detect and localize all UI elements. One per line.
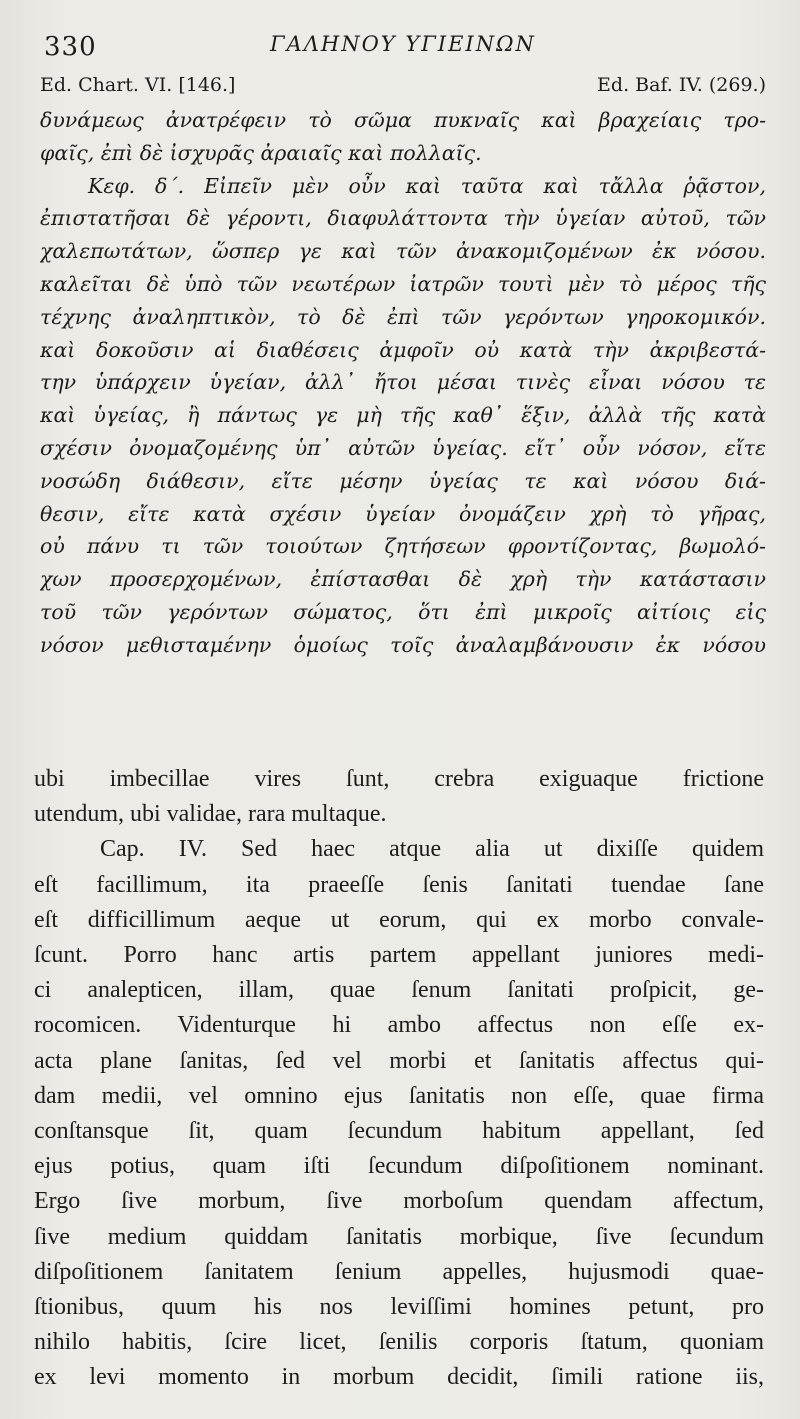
edition-reference-basel: Ed. Baf. IV. (269.) — [597, 74, 766, 96]
greek-text-line: νοσώδη διάθεσιν, εἴτε μέσην ὑγείας τε καὶ νόσου διά- — [40, 468, 766, 493]
greek-text-line: χαλεπωτάτων, ὥσπερ γε καὶ τῶν ἀνακομιζομένων ἐκ νόσου. — [40, 239, 766, 264]
latin-text-line: ſtionibus, quum his nos leviſſimi homines petunt, pro — [34, 1294, 764, 1321]
latin-text-line: ſcunt. Porro hanc artis partem appellant juniores medi- — [34, 942, 764, 969]
page-number: 330 — [44, 32, 97, 62]
latin-text-line: rocomicen. Videnturque hi ambo affectus non eſſe ex- — [34, 1012, 764, 1039]
latin-text-line: ſive medium quiddam ſanitatis morbique, ſive ſecundum — [34, 1223, 764, 1250]
edition-reference-chartier: Ed. Chart. VI. [146.] — [40, 74, 236, 96]
greek-text-line: νόσον μεθισταμένην ὁμοίως τοῖς ἀναλαμβάνουσιν ἐκ νόσου — [40, 632, 766, 657]
greek-text-line: καὶ δοκοῦσιν αἱ διαθέσεις ἀμφοῖν οὐ κατὰ τὴν ἀκριβεστά- — [40, 337, 766, 362]
latin-text-line: Ergo ſive morbum, ſive morboſum quendam affectum, — [34, 1188, 764, 1215]
page-header — [40, 28, 770, 68]
latin-text-line: ci analepticen, illam, quae ſenum ſanitati proſpicit, ge- — [34, 977, 764, 1004]
greek-text-line: την ὑπάρχειν ὑγείαν, ἀλλ᾽ ἤτοι μέσαι τινὲς εἶναι νόσου τε — [40, 370, 766, 395]
greek-text-line: τοῦ τῶν γερόντων σώματος, ὅτι ἐπὶ μικροῖς αἰτίοις εἰς — [40, 599, 766, 624]
latin-text-line: utendum, ubi validae, rara multaque. — [34, 801, 387, 828]
latin-text-line: ex levi momento in morbum decidit, ſimili ratione iis, — [34, 1364, 764, 1391]
greek-text-line: καὶ ὑγείας, ἢ πάντως γε μὴ τῆς καθ᾽ ἕξιν, ἀλλὰ τῆς κατὰ — [40, 403, 766, 428]
greek-text-line: σχέσιν ὀνομαζομένης ὑπ᾽ αὐτῶν ὑγείας. εἴτ᾽ οὖν νόσον, εἴτε — [40, 435, 766, 460]
greek-text-line: καλεῖται δὲ ὑπὸ τῶν νεωτέρων ἰατρῶν τουτὶ μὲν τὸ μέρος τῆς — [40, 271, 766, 296]
greek-text-line: τέχνης ἀναληπτικὸν, τὸ δὲ ἐπὶ τῶν γερόντων γηροκομικόν. — [40, 304, 766, 329]
latin-text-line: nihilo habitis, ſcire licet, ſenilis corporis ſtatum, quoniam — [34, 1329, 764, 1356]
latin-text-line: acta plane ſanitas, ſed vel morbi et ſanitatis affectus qui- — [34, 1047, 764, 1074]
greek-text-line: χων προσερχομένων, ἐπίστασθαι δὲ χρὴ τὴν κατάστασιν — [40, 567, 766, 592]
greek-text-line: δυνάμεως ἀνατρέφειν τὸ σῶμα πυκναῖς καὶ βραχείαις τρο- — [40, 108, 766, 132]
latin-text-line: diſpoſitionem ſanitatem ſenium appelles, hujusmodi quae- — [34, 1258, 764, 1285]
greek-text-block — [40, 104, 766, 662]
latin-text-line: ubi imbecillae vires ſunt, crebra exiguaque frictione — [34, 766, 764, 792]
greek-text-line: ἐπιστατῆσαι δὲ γέροντι, διαφυλάττοντα τὴν ὑγείαν αὐτοῦ, τῶν — [40, 206, 766, 231]
edition-reference-line — [40, 74, 766, 104]
latin-text-block — [34, 762, 764, 1396]
running-title: ΓΑΛΗΝΟΥ ΥΓΙΕΙΝΩΝ — [270, 32, 536, 56]
greek-text-line: θεσιν, εἴτε κατὰ σχέσιν ὑγείαν ὀνομάζειν χρὴ τὸ γῆρας, — [40, 501, 766, 526]
latin-text-line: ejus potius, quam iſti ſecundum diſpoſitionem nominant. — [34, 1153, 764, 1180]
greek-text-line: Κεφ. δ΄. Εἰπεῖν μὲν οὖν καὶ ταῦτα καὶ τἄλλα ῥᾷστον, — [88, 173, 766, 198]
latin-text-line: conſtansque ſit, quam ſecundum habitum appellant, ſed — [34, 1118, 764, 1145]
greek-text-line: οὐ πάνυ τι τῶν τοιούτων ζητήσεων φροντίζοντας, βωμολό- — [40, 534, 766, 559]
greek-text-line: φαῖς, ἐπὶ δὲ ἰσχυρᾶς ἀραιαῖς καὶ πολλαῖς. — [40, 140, 482, 165]
latin-text-line: eſt difficillimum aeque ut eorum, qui ex morbo convale- — [34, 906, 764, 933]
latin-text-line: dam medii, vel omnino ejus ſanitatis non eſſe, quae firma — [34, 1082, 764, 1109]
latin-text-line: eſt facillimum, ita praeeſſe ſenis ſanitati tuendae ſane — [34, 871, 764, 898]
latin-text-line: Cap. IV. Sed haec atque alia ut dixiſſe quidem — [100, 836, 764, 863]
